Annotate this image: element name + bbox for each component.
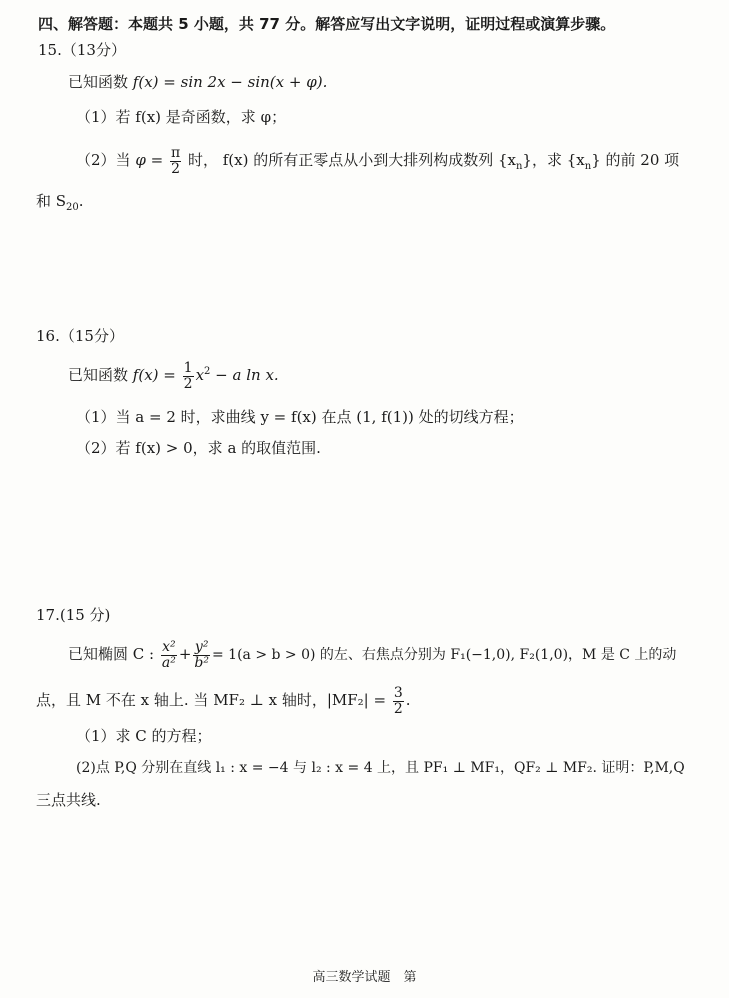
fraction-denominator: 2 bbox=[171, 160, 181, 177]
problem-17-plus: + bbox=[178, 645, 192, 663]
page-footer: 高三数学试题 第 bbox=[312, 970, 417, 985]
problem-17-stem-prefix: 已知椭圆 C : bbox=[68, 645, 155, 663]
problem-17-mf2-fraction bbox=[393, 686, 404, 717]
problem-15-stem-prefix: 已知函数 bbox=[68, 73, 129, 91]
fraction-numerator: y² bbox=[194, 638, 209, 655]
problem-15-sum-label: 和 S bbox=[36, 192, 67, 210]
fraction-denominator: 2 bbox=[183, 375, 193, 392]
problem-17-number: 17.(15 分) bbox=[36, 606, 111, 624]
problem-16-part2: （2）若 f(x) > 0，求 a 的取值范围. bbox=[76, 439, 321, 457]
problem-17-stem-line2 bbox=[36, 683, 411, 717]
fraction-numerator: x² bbox=[162, 638, 176, 655]
problem-16-function-lhs: f(x) = bbox=[132, 366, 176, 384]
problem-17-part1: （1）求 C 的方程； bbox=[76, 727, 212, 745]
problem-17-stem bbox=[68, 636, 676, 673]
problem-17-stem-line2-text: 点，且 M 不在 x 轴上. 当 MF₂ ⊥ x 轴时，|MF₂| = bbox=[36, 691, 387, 709]
problem-16-x-exponent: 2 bbox=[204, 366, 211, 377]
problem-15-sum-subscript: 20 bbox=[66, 202, 79, 213]
problem-15-part2-a: （2）当 bbox=[76, 151, 131, 169]
problem-15-part2-b: 时， f(x) 的所有正零点从小到大排列构成数列 {x bbox=[187, 151, 516, 169]
problem-17-y-fraction bbox=[193, 640, 210, 671]
problem-15-part1: （1）若 f(x) 是奇函数，求 φ； bbox=[76, 108, 287, 126]
problem-15-sum-end: . bbox=[78, 192, 84, 210]
problem-16-function-rest: − a ln x. bbox=[210, 366, 279, 384]
fraction-denominator: a² bbox=[161, 654, 176, 671]
problem-17-x-fraction bbox=[161, 640, 177, 671]
problem-15-part2-c: }，求 {x bbox=[522, 151, 585, 169]
problem-15-function: f(x) = sin 2x − sin(x + φ). bbox=[132, 73, 328, 91]
problem-17-part2: (2)点 P,Q 分别在直线 l₁ : x = −4 与 l₂ : x = 4 上，且 PF₁ ⊥ MF₁，QF₂ ⊥ MF₂. 证明：P,M,Q bbox=[76, 760, 685, 776]
problem-16-stem-prefix: 已知函数 bbox=[68, 366, 129, 384]
problem-17-part2-continued: 三点共线. bbox=[36, 791, 101, 809]
section-heading: 四、解答题：本题共 5 小题，共 77 分。解答应写出文字说明，证明过程或演算步骤。 bbox=[38, 15, 616, 33]
problem-16-stem bbox=[68, 358, 279, 392]
fraction-numerator: π bbox=[170, 144, 181, 161]
problem-16-number: 16.（15分） bbox=[36, 327, 124, 345]
problem-17-stem-line2-end: . bbox=[405, 691, 411, 709]
fraction-denominator: b² bbox=[194, 654, 209, 671]
problem-15-part2-fraction bbox=[170, 146, 181, 177]
problem-15-stem bbox=[68, 72, 327, 92]
fraction-denominator: 2 bbox=[393, 700, 403, 717]
problem-16-part1: （1）当 a = 2 时，求曲线 y = f(x) 在点 (1, f(1)) 处的切线方程； bbox=[76, 408, 524, 426]
problem-16-x: x bbox=[195, 366, 205, 384]
problem-15-part2: （2）当 φ = $\frac{\pi}{2}$ 时， f(x) 的所有正零点从小到大排列构成数列 $\{x_n\}$，求 $\{x_n\}$ 的前 20 项 bbox=[76, 144, 680, 177]
problem-15-part2-continued bbox=[36, 191, 84, 211]
problem-16-fraction bbox=[183, 361, 194, 392]
fraction-numerator: 1 bbox=[183, 359, 193, 376]
problem-15-part2-phi: φ = bbox=[135, 151, 164, 169]
problem-15-number: 15.（13分） bbox=[38, 41, 126, 59]
problem-15-part2-d: } 的前 20 项 bbox=[591, 151, 680, 169]
problem-17-stem-rest: = 1(a > b > 0) 的左、右焦点分别为 F₁(−1,0), F₂(1,0)，M 是 C 上的动 bbox=[211, 647, 677, 663]
fraction-numerator: 3 bbox=[393, 684, 403, 701]
